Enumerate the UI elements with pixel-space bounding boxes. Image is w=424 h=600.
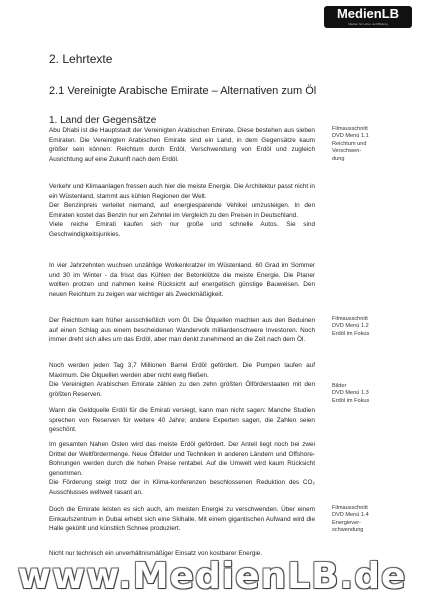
watermark: www.MedienLB.de — [17, 556, 407, 597]
paragraph-skyscrapers: In vier Jahrzehnten wuchsen unzählige Wolkenkratzer im Wüstenland. 60 Grad im Sommer und 30 im Winter - da frisst das Kühlen der Betonklötze die meiste Energie. Die Planer wollten protzen und nahmen keine Rücksicht auf energetisch günstige Bauweisen. Den neuen Reichtum zu zeigen war wichtiger als Zweckmäßigkeit. — [49, 262, 315, 298]
margin-note-film-1-2: Filmausschnitt DVD Menü 1.2 Erdöl im Fokus — [332, 316, 370, 337]
margin-note-film-1-4: Filmausschnitt DVD Menü 1.4 Energiever- schwendung — [332, 505, 369, 534]
subsection-heading: 1. Land der Gegensätze — [49, 115, 157, 126]
paragraph-traffic: Verkehr und Klimaanlagen fressen auch hier die meiste Energie. Die Architektur passt nicht in ein Wüstenland, stammt aus kühlen Regionen der Welt. Der Benzinpreis verleitet niemand, auf energiesparende Vehikel umzusteigen. In den Emiraten kostet das Benzin nur ein Zehntel im Vergleich zu den Preisen in Deutschland. Viele reiche Emirati kaufen sich nur große und schnelle Autos. Sie sind Geschwindigkeitsjunkies. — [49, 183, 315, 238]
section-heading: 2.1 Vereinigte Arabische Emirate – Alternativen zum Öl — [49, 85, 317, 97]
margin-note-film-1-1: Filmausschnitt DVD Menü 1.1 Reichtum und Verschwen- dung — [332, 126, 369, 162]
medienlb-logo — [324, 6, 412, 28]
paragraph-production: Noch werden jeden Tag 3,7 Millionen Barrel Erdöl gefördert. Die Pumpen laufen auf Maximum. Die Ölquellen werden aber nicht ewig fließen. Die Vereinigten Arabischen Emirate zählen zu den zehn größten Ölförderstaaten mit den größten Reserven. — [49, 362, 315, 398]
paragraph-ski-hall: Doch die Emirate leisten es sich auch, am meisten Energie zu verschwenden. Über einem Einkaufszentrum in Dubai erhebt sich eine Skihalle. Mit einem gigantischen Aufwand wird die Halle gekühlt und künstlich Schnee produziert. — [49, 506, 315, 532]
paragraph-closing: Nicht nur technisch ein unverhältnismäßiger Einsatz von kostbarer Energie. — [49, 550, 263, 557]
margin-note-images-1-3: Bilder DVD Menü 1.3 Erdöl im Fokus — [332, 383, 370, 404]
logo-title: MedienLB — [336, 6, 400, 21]
chapter-heading: 2. Lehrtexte — [49, 52, 113, 66]
logo-subtitle: Medien für Lehre und Bildung — [348, 22, 388, 26]
paragraph-middle-east: Im gesamten Nahen Osten wird das meiste Erdöl gefördert. Der Anteil liegt noch bei zwei Drittel der Weltfördermenge. Neue Ölfelder und Techniken in anderen Ländern und Offshore-Bohrungen werden durch die hohen Preise rentabel. Auf die Umwelt wird kaum Rücksicht genommen. Die Förderung steigt trotz der in Klima-konferenzen beschlossenen Reduktion des CO₂ Ausschlusses weltweit rasant an. — [49, 441, 315, 496]
paragraph-intro: Abu Dhabi ist die Hauptstadt der Vereinigten Arabischen Emirate. Diese bestehen aus sieben Emiraten. Die Vereinigten Arabischen Emirate sind ein Land, in dem Gegensätze kaum größer sein können: Reichtum durch Erdöl, Verschwendung von Erdöl und zugleich Ausrichtung auf eine Zukunft nach dem Erdöl. — [49, 127, 315, 163]
paragraph-reserves: Wann die Geldquelle Erdöl für die Emirati versiegt, kann man nicht sagen: Manche Studien sprechen von Reserven für weitere 40 Jahre; andere Experten sagen, die Zahlen seien geschönt. — [49, 407, 315, 433]
paragraph-wealth: Der Reichtum kam früher ausschließlich vom Öl. Die Ölquellen machten aus den Beduinen auf einen Schlag aus einem bescheidenen Wandervolk milliardenschwere Investoren. Noch immer dreht sich alles um das Erdöl, aber man denkt zunehmend an die Zeit nach dem Öl. — [49, 317, 315, 343]
